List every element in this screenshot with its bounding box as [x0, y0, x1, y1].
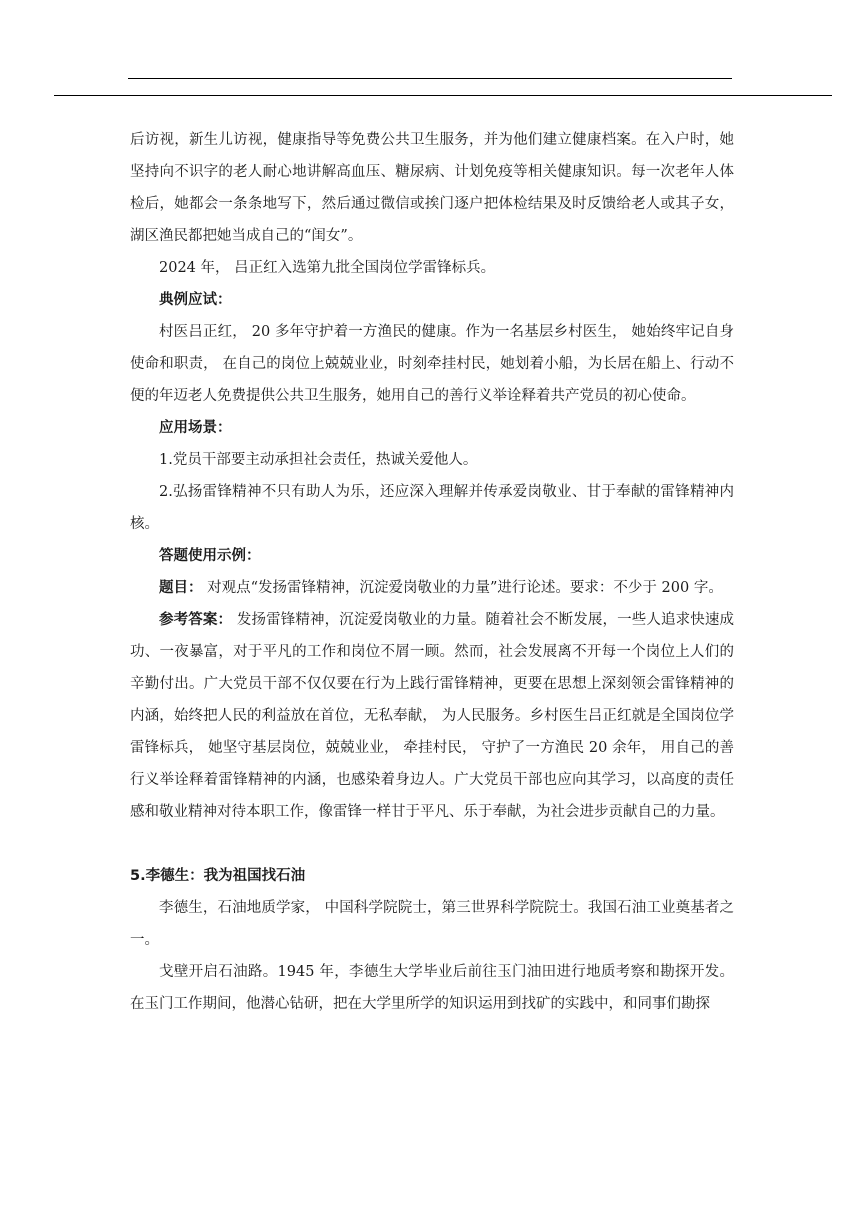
paragraph-example: 村医吕正红， 20 多年守护着一方渔民的健康。作为一名基层乡村医生， 她始终牢记自身使命和职责， 在自己的岗位上兢兢业业，时刻牵挂村民，她划着小船，为长居在船上、行动不便的年迈老人免费提供公共卫生服务，她用自己的善行义举诠释着共产党员的初心使命。 [130, 324, 734, 404]
heading-usage: 答题使用示例： [159, 548, 261, 564]
header-rule-short [128, 78, 732, 79]
answer-paragraph [130, 604, 734, 828]
paragraph-li-intro: 李德生，石油地质学家， 中国科学院院士，第三世界科学院院士。我国石油工业奠基者之一。 [130, 900, 734, 948]
header-rule-long [54, 95, 832, 96]
scene-item-1: 1.党员干部要主动承担社会责任，热诚关爱他人。 [159, 452, 478, 468]
paragraph-health-service: 后访视，新生儿访视，健康指导等免费公共卫生服务，并为他们建立健康档案。在入户时，她坚持向不识字的老人耐心地讲解高血压、糖尿病、计划免疫等相关健康知识。每一次老年人体检后，她都会一条条地写下，然后通过微信或挨门逐户把体检结果及时反馈给老人或其子女， 湖区渔民都把她当成自己的“闺女”。 [130, 132, 734, 244]
answer-label: 参考答案： [159, 612, 233, 628]
question-text: 对观点“发扬雷锋精神，沉淀爱岗敬业的力量”进行论述。要求：不少于 200 字。 [202, 580, 723, 596]
paragraph-li-gobi: 戈壁开启石油路。1945 年，李德生大学毕业后前往玉门油田进行地质考察和勘探开发。在玉门工作期间，他潜心钻研，把在大学里所学的知识运用到找矿的实践中，和同事们勘探 [130, 964, 734, 1012]
heading-example: 典例应试： [159, 292, 232, 308]
paragraph-award: 2024 年， 吕正红入选第九批全国岗位学雷锋标兵。 [159, 260, 496, 276]
heading-scene: 应用场景： [159, 420, 232, 436]
scene-item-2: 2.弘扬雷锋精神不只有助人为乐，还应深入理解并传承爱岗敬业、甘于奉献的雷锋精神内核。 [130, 484, 734, 532]
answer-text: 发扬雷锋精神，沉淀爱岗敬业的力量。随着社会不断发展，一些人追求快速成功、一夜暴富，对于平凡的工作和岗位不屑一顾。然而，社会发展离不开每一个岗位上人们的辛勤付出。广大党员干部不仅仅要在行为上践行雷锋精神，更要在思想上深刻领会雷锋精神的内涵，始终把人民的利益放在首位，无私奉献， 为人民服务。乡村医生吕正红就是全国岗位学雷锋标兵， 她坚守基层岗位，兢兢业业， 牵挂村民， 守护了一方渔民 20 余年， 用自己的善行义举诠释着雷锋精神的内涵，也感染着身边人。广大党员干部也应向其学习，以高度的责任感和敬业精神对待本职工作，像雷锋一样甘于平凡、乐于奉献，为社会进步贡献自己的力量。 [130, 612, 735, 820]
question-paragraph [130, 572, 734, 604]
document-body [130, 124, 734, 1020]
section-5-title: 5.李德生：我为祖国找石油 [130, 868, 306, 884]
question-label: 题目： [159, 580, 203, 596]
